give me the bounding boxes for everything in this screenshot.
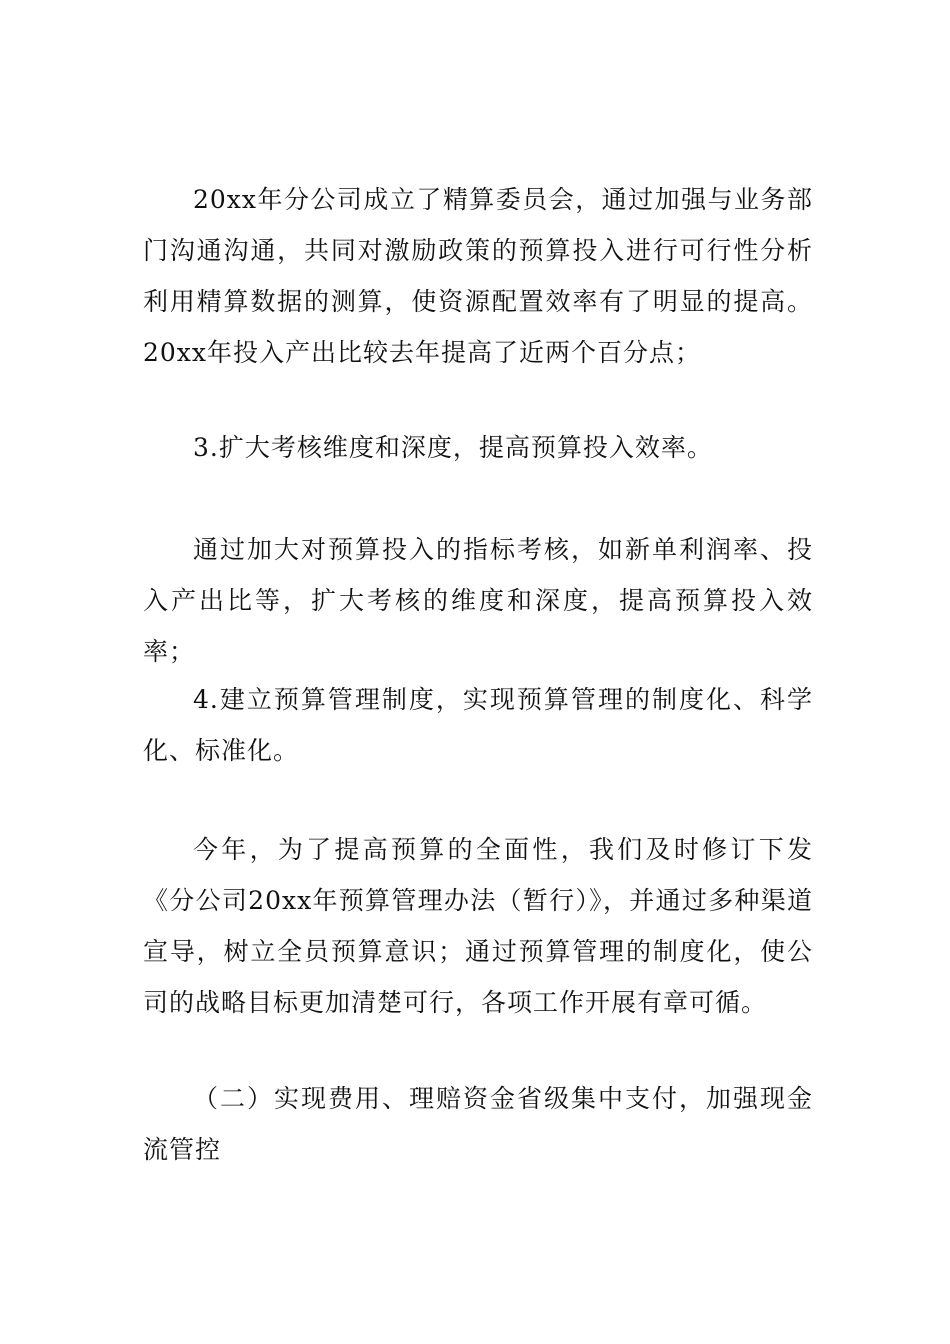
heading-item-3: 3.扩大考核维度和深度，提高预算投入效率。 (193, 433, 713, 462)
paragraph-budget-regulation: 今年，为了提高预算的全面性，我们及时修订下发《分公司20xx年预算管理办法（暂行）》，并通过多种渠道宣导，树立全员预算意识；通过预算管理的制度化，使公司的战略目标更加清楚可行，各项工作开展有章可循。 (143, 835, 813, 1017)
paragraph-indicator-assessment: 通过加大对预算投入的指标考核，如新单利润率、投入产出比等，扩大考核的维度和深度，提高预算投入效率； (143, 535, 813, 666)
section-heading-2: （二）实现费用、理赔资金省级集中支付，加强现金流管控 (143, 1084, 813, 1164)
paragraph-actuarial-committee: 20xx年分公司成立了精算委员会，通过加强与业务部门沟通沟通，共同对激励政策的预算投入进行可行性分析利用精算数据的测算，使资源配置效率有了明显的提高。20xx年投入产出比较去年提高了近两个百分点； (143, 185, 813, 367)
heading-item-4: 4.建立预算管理制度，实现预算管理的制度化、科学化、标准化。 (143, 685, 813, 765)
